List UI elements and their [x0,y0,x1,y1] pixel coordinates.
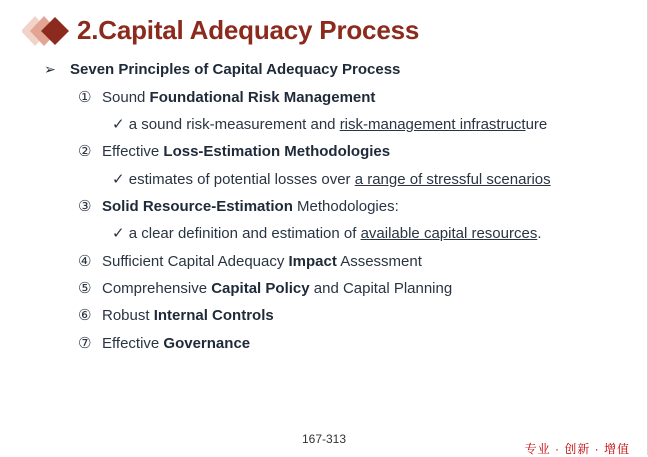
principle-text: Sufficient Capital Adequacy [102,253,289,270]
principle-text: Comprehensive [102,280,212,297]
check-icon: ✓ [112,171,125,188]
principle-3-detail [112,224,542,242]
detail-text: estimates of potential losses over [128,171,355,188]
detail-text: a sound risk-measurement and [128,116,340,133]
principle-keyword: Loss-Estimation Methodologies [163,143,391,160]
principle-2 [78,142,390,160]
principle-keyword: Capital Policy [211,280,310,297]
principle-1 [78,88,375,106]
principle-6 [78,306,274,324]
principle-2-detail [112,170,551,188]
principle-4 [78,252,422,270]
check-icon: ✓ [112,225,125,242]
principle-text: Robust [102,307,154,324]
detail-text: a clear definition and estimation of [128,225,361,242]
principle-text-end: Assessment [336,253,422,270]
principle-7 [78,334,250,352]
page-number: 167-313 [301,432,347,446]
principle-text: Effective [102,335,164,352]
circled-number: ⑤ [78,280,92,297]
detail-underlined: available capital resources [360,225,538,242]
principle-keyword: Internal Controls [153,307,274,324]
circled-number: ② [78,143,92,160]
principle-text: Effective [102,143,164,160]
circled-number: ⑥ [78,307,92,324]
detail-underlined: risk-management infrastruct [339,116,526,133]
principle-keyword: Governance [163,335,251,352]
heading-text: Seven Principles of Capital Adequacy Process [70,61,401,78]
arrow-bullet-icon: ➢ [44,61,56,77]
principle-5 [78,279,452,297]
check-icon: ✓ [112,116,125,133]
principles-heading [44,61,400,78]
principle-keyword: Impact [288,253,337,270]
footer-slogan: 专业 · 创新 · 增值 [524,442,630,456]
logo-diamonds-icon [22,14,72,48]
detail-underlined: a range of stressful scenarios [354,171,551,188]
principle-1-detail [112,115,547,133]
principle-text: Sound [102,89,150,106]
principle-keyword: Foundational Risk Management [149,89,376,106]
circled-number: ③ [78,198,92,215]
circled-number: ⑦ [78,335,92,352]
principle-keyword: Solid Resource-Estimation [102,198,293,215]
slide-title: 2.Capital Adequacy Process [77,15,420,45]
principle-3 [78,197,399,215]
circled-number: ④ [78,253,92,270]
detail-text-end: ure [525,116,548,133]
principle-text-end: and Capital Planning [309,280,453,297]
detail-text-end: . [537,225,542,242]
circled-number: ① [78,89,92,106]
principle-text: Methodologies: [292,198,399,215]
